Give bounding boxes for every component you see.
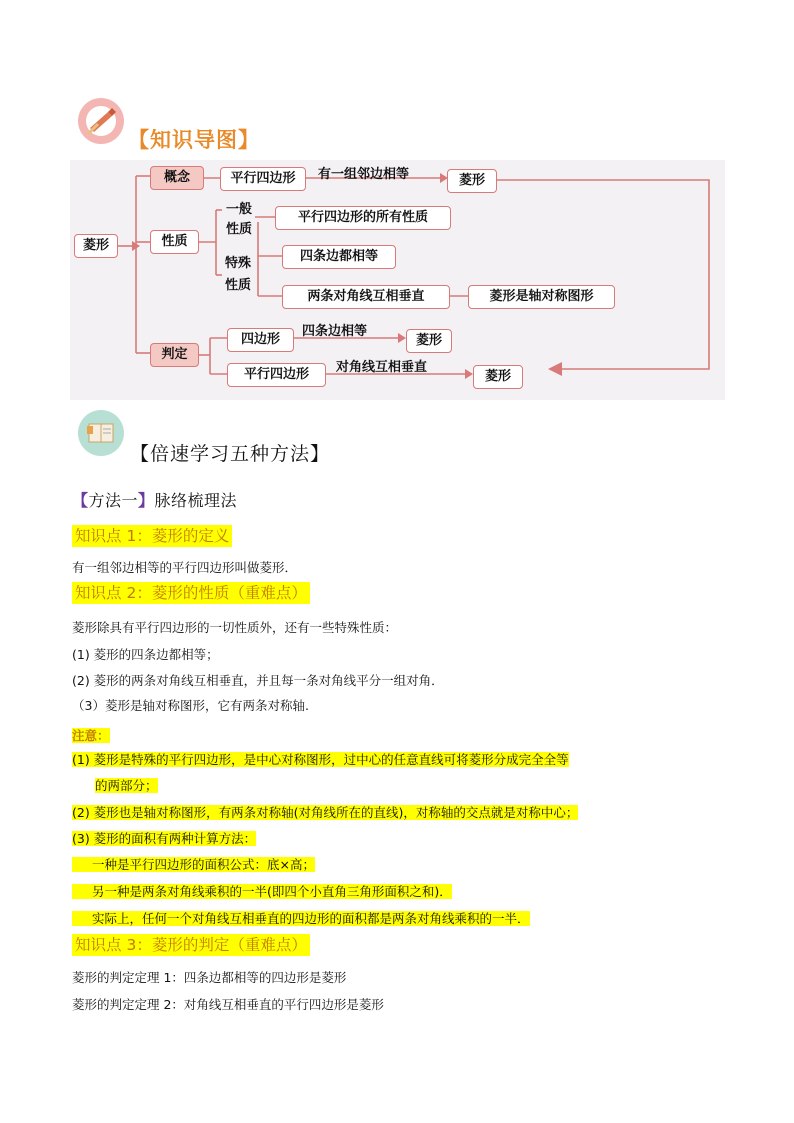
- section-title-knowledge-map: 【知识导图】: [128, 128, 260, 152]
- method-one-heading: [72, 488, 237, 511]
- label-concept-condition: 有一组邻边相等: [318, 167, 410, 182]
- kp1-label: 知识点: [75, 527, 127, 545]
- node-four-sides-equal: 四条边都相等: [282, 245, 396, 269]
- note-3: (3) 菱形的面积有两种计算方法：: [72, 831, 257, 846]
- method-label: 方法一: [88, 491, 139, 510]
- label-special: 特殊: [225, 256, 252, 271]
- label-four-sides-equal: 四条边相等: [302, 324, 368, 339]
- mind-map: [70, 160, 725, 400]
- note-1-cont-row: [95, 778, 158, 794]
- note-3c: 实际上，任何一个对角线互相垂直的四边形的面积都是两条对角线乘积的一半．: [72, 911, 530, 926]
- knowledge-map-icon: [78, 98, 124, 144]
- section-title-five-methods: 【倍速学习五种方法】: [130, 443, 331, 465]
- node-concept-rhombus: 菱形: [447, 169, 497, 193]
- note-2-row: [72, 805, 578, 821]
- kp3-num: 3: [126, 936, 137, 954]
- label-general-2: 性质: [226, 222, 253, 237]
- kp2-num: 2: [126, 584, 137, 602]
- method-open-bracket: 【: [72, 491, 89, 510]
- knowledge-point-2-heading: [72, 582, 310, 604]
- note-1-continued: 的两部分；: [95, 778, 158, 793]
- node-concept: 概念: [150, 166, 204, 190]
- node-concept-parallelogram: 平行四边形: [220, 167, 306, 191]
- note-label: 注意：: [72, 728, 110, 743]
- node-diagonals-perpendicular: 两条对角线互相垂直: [282, 285, 450, 309]
- node-judge: 判定: [150, 343, 199, 367]
- label-special-2: 性质: [225, 278, 252, 293]
- mind-map-root: 菱形: [74, 234, 118, 258]
- label-diagonals-perpendicular: 对角线互相垂直: [336, 360, 428, 375]
- kp2-item-1: (1) 菱形的四条边都相等；: [72, 647, 219, 662]
- node-property: 性质: [150, 230, 199, 254]
- knowledge-point-3-heading: [72, 934, 310, 956]
- kp2-item-3: （3）菱形是轴对称图形，它有两条对称轴.: [72, 698, 309, 713]
- note-3c-row: [72, 911, 530, 927]
- kp1-title: ：菱形的定义: [136, 527, 230, 545]
- node-quadrilateral: 四边形: [227, 328, 294, 352]
- note-2: (2) 菱形也是轴对称图形，有两条对称轴(对角线所在的直线)，对称轴的交点就是对称中心；: [72, 805, 579, 820]
- label-general: 一般: [226, 202, 253, 217]
- node-axis-symmetric: 菱形是轴对称图形: [468, 285, 615, 309]
- node-judge-rhombus-b: 菱形: [473, 365, 523, 389]
- kp2-title: ：菱形的性质（重难点）: [136, 584, 307, 602]
- note-3b-row: [72, 884, 452, 900]
- note-3a-row: [72, 857, 315, 873]
- method-close-bracket: 】: [138, 491, 155, 510]
- book-icon: [78, 410, 124, 456]
- kp2-label: 知识点: [75, 584, 127, 602]
- kp1-num: 1: [126, 527, 137, 545]
- note-1: (1) 菱形是特殊的平行四边形，是中心对称图形，过中心的任意直线可将菱形分成完全全等: [72, 752, 569, 767]
- kp3-item-2: 菱形的判定定理 2：对角线互相垂直的平行四边形是菱形: [72, 997, 384, 1012]
- method-title: 脉络梳理法: [154, 491, 238, 510]
- node-all-properties: 平行四边形的所有性质: [275, 206, 451, 230]
- note-3b: 另一种是两条对角线乘积的一半(即四个小直角三角形面积之和)．: [72, 884, 452, 899]
- note-3a: 一种是平行四边形的面积公式：底×高；: [72, 857, 315, 872]
- kp2-intro: 菱形除具有平行四边形的一切性质外，还有一些特殊性质：: [72, 620, 398, 635]
- note-label-row: [72, 725, 110, 744]
- node-judge-parallelogram: 平行四边形: [227, 363, 326, 387]
- kp3-title: ：菱形的判定（重难点）: [136, 936, 307, 954]
- knowledge-point-1-heading: [72, 525, 232, 547]
- note-1-row: [72, 752, 569, 768]
- kp3-label: 知识点: [75, 936, 127, 954]
- node-judge-rhombus-a: 菱形: [406, 329, 452, 353]
- note-3-row: [72, 831, 256, 847]
- kp3-item-1: 菱形的判定定理 1：四条边都相等的四边形是菱形: [72, 970, 347, 985]
- kp2-item-2: (2) 菱形的两条对角线互相垂直，并且每一条对角线平分一组对角．: [72, 673, 444, 688]
- kp1-definition: 有一组邻边相等的平行四边形叫做菱形．: [72, 560, 298, 575]
